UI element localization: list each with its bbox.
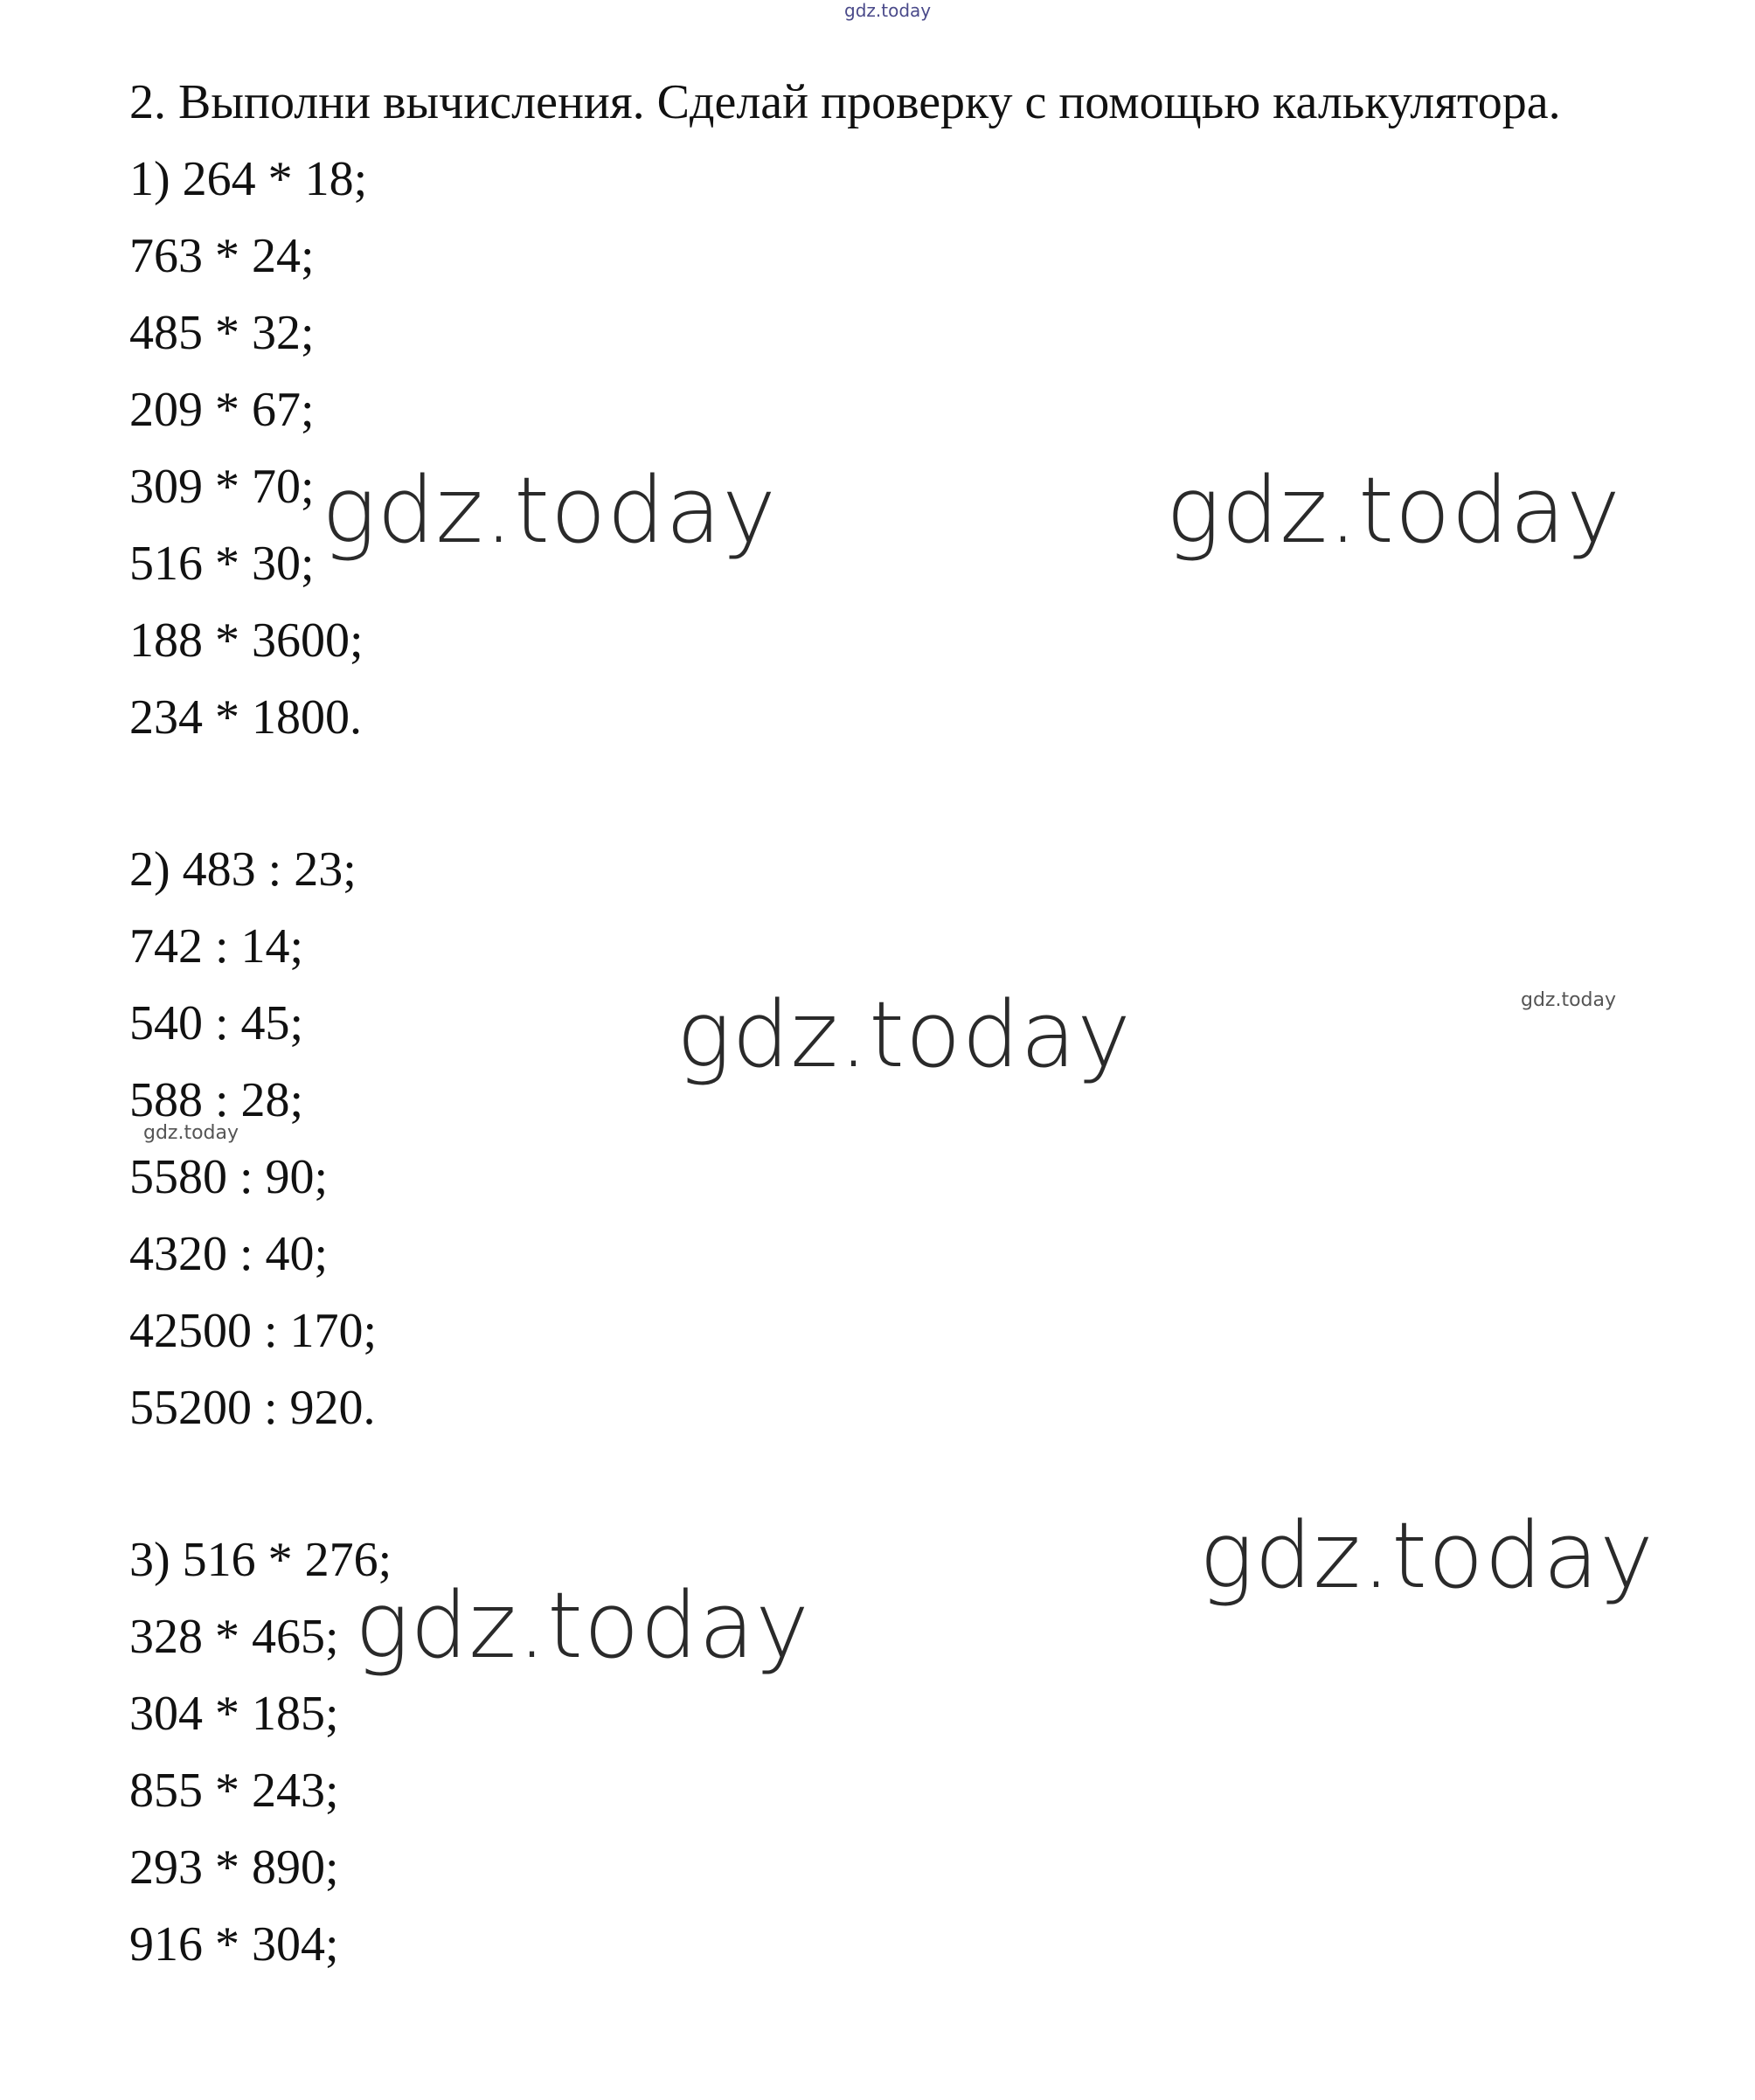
part1-line: 763 * 24; xyxy=(129,229,315,283)
part1-line: 485 * 32; xyxy=(129,306,315,360)
part3-line: 855 * 243; xyxy=(129,1764,339,1818)
part2-line: 2) 483 : 23; xyxy=(129,842,357,897)
part2-line: 4320 : 40; xyxy=(129,1227,329,1281)
part3-line: 3) 516 * 276; xyxy=(129,1533,392,1587)
part2-line: 540 : 45; xyxy=(129,996,304,1050)
watermark-large: gdz.today xyxy=(1199,1502,1654,1609)
part1-line: 209 * 67; xyxy=(129,383,315,437)
part1-line: 516 * 30; xyxy=(129,537,315,591)
part3-line: 916 * 304; xyxy=(129,1917,339,1972)
part2-line: 742 : 14; xyxy=(129,919,304,974)
part2-line: 55200 : 920. xyxy=(129,1381,376,1435)
part2-line: 588 : 28; xyxy=(129,1073,304,1127)
watermark-top: gdz.today xyxy=(844,0,932,21)
part1-line: 1) 264 * 18; xyxy=(129,152,368,206)
part2-line: 5580 : 90; xyxy=(129,1150,329,1204)
watermark-large: gdz.today xyxy=(322,457,777,564)
watermark-small: gdz.today xyxy=(143,1122,239,1144)
part3-line: 293 * 890; xyxy=(129,1840,339,1895)
part3-line: 328 * 465; xyxy=(129,1610,339,1664)
part1-line: 234 * 1800. xyxy=(129,690,362,745)
part3-line: 304 * 185; xyxy=(129,1687,339,1741)
watermark-large: gdz.today xyxy=(1166,457,1621,564)
part1-line: 188 * 3600; xyxy=(129,613,364,668)
watermark-small: gdz.today xyxy=(1521,989,1617,1011)
part2-line: 42500 : 170; xyxy=(129,1304,378,1358)
watermark-large: gdz.today xyxy=(676,981,1132,1088)
part1-line: 309 * 70; xyxy=(129,460,315,514)
watermark-large: gdz.today xyxy=(355,1572,810,1679)
task-title: 2. Выполни вычисления. Сделай проверку с помощью калькулятора. xyxy=(129,75,1561,129)
